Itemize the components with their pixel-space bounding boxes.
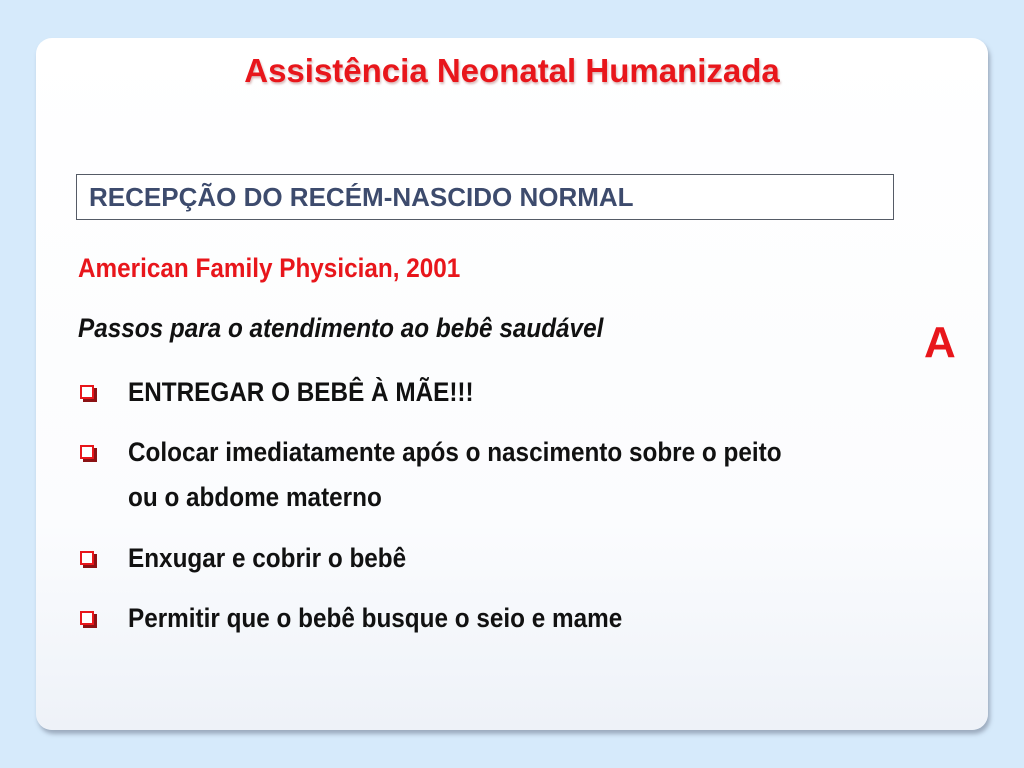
checkbox-bullet-icon	[80, 445, 94, 459]
list-item: Permitir que o bebê busque o seio e mame	[128, 603, 623, 633]
list-item: ENTREGAR O BEBÊ À MÃE!!!	[128, 377, 474, 407]
source-citation: American Family Physician, 2001	[78, 253, 461, 283]
checkbox-bullet-icon	[80, 551, 94, 565]
evidence-grade: A	[924, 318, 956, 367]
section-heading-box	[76, 174, 894, 220]
subtitle: Passos para o atendimento ao bebê saudável	[78, 313, 604, 343]
checkbox-bullet-icon	[80, 385, 94, 399]
list-item: Colocar imediatamente após o nascimento sobre o peito	[128, 437, 782, 467]
checkbox-bullet-icon	[80, 611, 94, 625]
list-item: Enxugar e cobrir o bebê	[128, 543, 407, 573]
list-item-continuation: ou o abdome materno	[128, 482, 382, 512]
slide-title: Assistência Neonatal Humanizada	[244, 52, 780, 89]
section-heading: RECEPÇÃO DO RECÉM-NASCIDO NORMAL	[89, 182, 634, 212]
